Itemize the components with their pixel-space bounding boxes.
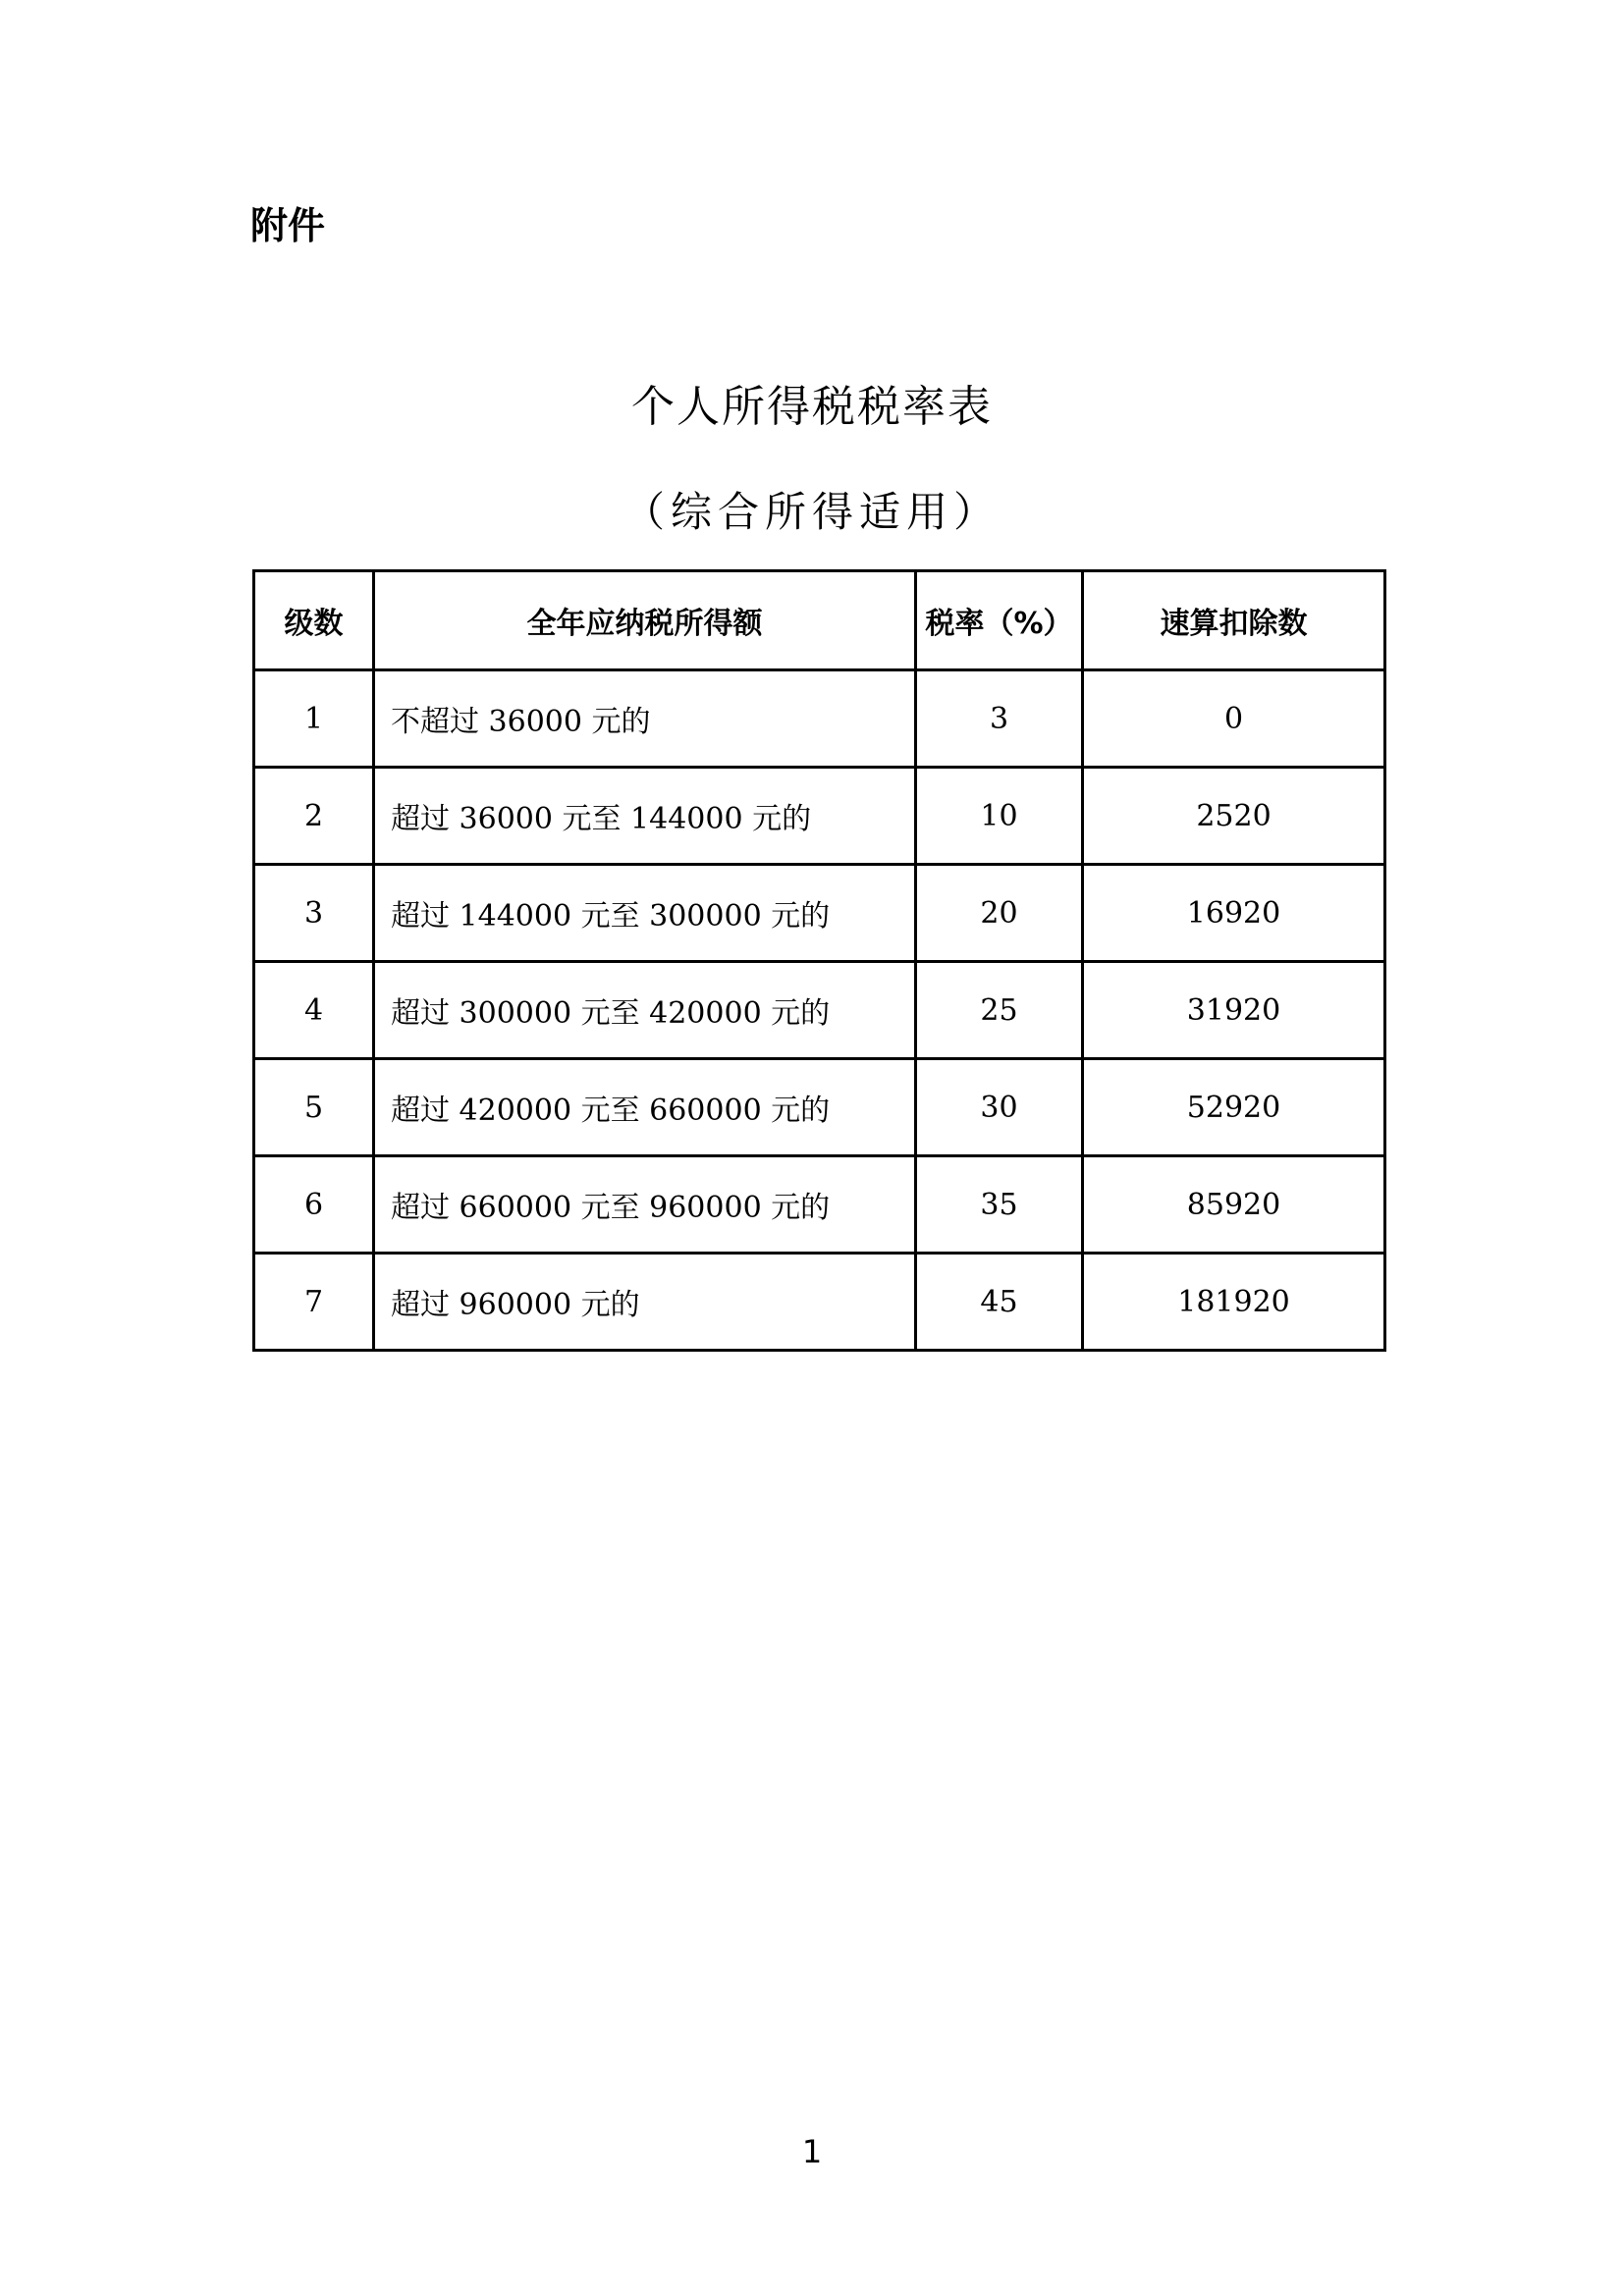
deduction-cell: 31920 — [1083, 962, 1385, 1059]
page-number: 1 — [801, 2133, 823, 2170]
level-cell: 2 — [254, 768, 374, 865]
level-cell: 6 — [254, 1156, 374, 1254]
income-cell: 超过 144000 元至 300000 元的 — [374, 865, 916, 962]
income-cell: 超过 420000 元至 660000 元的 — [374, 1059, 916, 1156]
attachment-label: 附件 — [250, 204, 326, 247]
deduction-cell: 181920 — [1083, 1254, 1385, 1351]
tax-rate-table — [252, 569, 1386, 1352]
document-title: 个人所得税税率表 — [631, 382, 993, 432]
rate-cell: 35 — [916, 1156, 1083, 1254]
level-cell: 5 — [254, 1059, 374, 1156]
table-row — [254, 670, 1385, 768]
deduction-cell: 85920 — [1083, 1156, 1385, 1254]
deduction-cell: 0 — [1083, 670, 1385, 768]
level-cell: 4 — [254, 962, 374, 1059]
income-cell: 不超过 36000 元的 — [374, 670, 916, 768]
rate-cell: 25 — [916, 962, 1083, 1059]
table-row — [254, 1156, 1385, 1254]
income-cell: 超过 300000 元至 420000 元的 — [374, 962, 916, 1059]
table-header-row — [254, 571, 1385, 670]
table-row — [254, 1059, 1385, 1156]
document-subtitle: （综合所得适用） — [623, 488, 1001, 536]
income-cell: 超过 660000 元至 960000 元的 — [374, 1156, 916, 1254]
level-cell: 1 — [254, 670, 374, 768]
table-row — [254, 768, 1385, 865]
level-cell: 7 — [254, 1254, 374, 1351]
table-row — [254, 1254, 1385, 1351]
rate-cell: 3 — [916, 670, 1083, 768]
deduction-cell: 2520 — [1083, 768, 1385, 865]
header-taxable-income: 全年应纳税所得额 — [374, 571, 916, 670]
income-cell: 超过 960000 元的 — [374, 1254, 916, 1351]
header-tax-rate: 税率（%） — [916, 571, 1083, 670]
rate-cell: 30 — [916, 1059, 1083, 1156]
table-row — [254, 865, 1385, 962]
rate-cell: 45 — [916, 1254, 1083, 1351]
income-cell: 超过 36000 元至 144000 元的 — [374, 768, 916, 865]
rate-cell: 20 — [916, 865, 1083, 962]
table-row — [254, 962, 1385, 1059]
deduction-cell: 52920 — [1083, 1059, 1385, 1156]
header-quick-deduction: 速算扣除数 — [1083, 571, 1385, 670]
rate-cell: 10 — [916, 768, 1083, 865]
header-level: 级数 — [254, 571, 374, 670]
level-cell: 3 — [254, 865, 374, 962]
deduction-cell: 16920 — [1083, 865, 1385, 962]
